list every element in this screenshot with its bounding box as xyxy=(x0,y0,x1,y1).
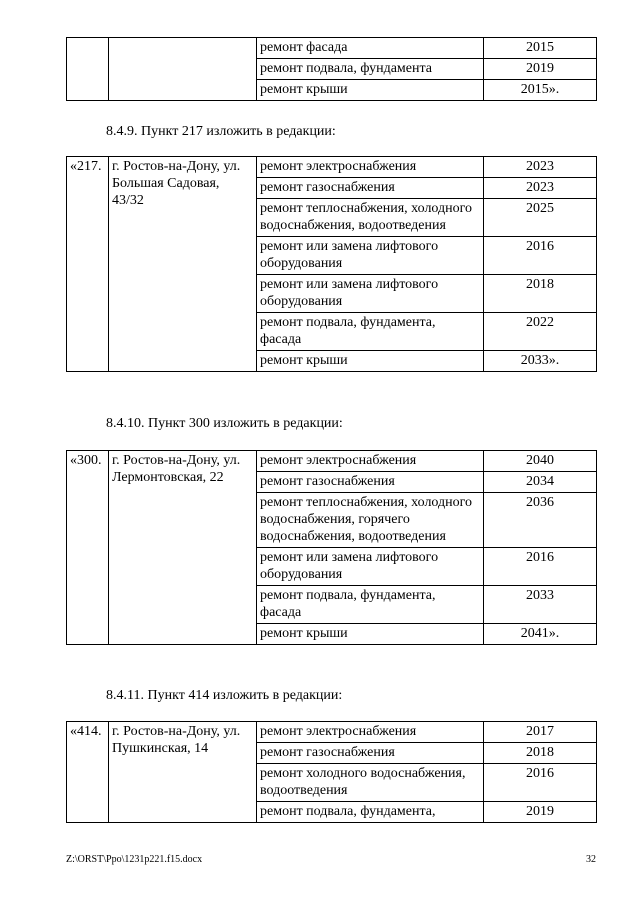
work-cell: ремонт электроснабжения xyxy=(257,722,484,743)
number-cell xyxy=(67,38,109,101)
work-cell: ремонт или замена лифтового оборудования xyxy=(257,275,484,313)
year-cell: 2019 xyxy=(484,802,597,823)
work-cell: ремонт электроснабжения xyxy=(257,451,484,472)
number-cell: «217. xyxy=(67,157,109,372)
section-heading: 8.4.10. Пункт 300 изложить в редакции: xyxy=(106,416,343,431)
work-cell: ремонт теплоснабжения, холодного водоснабжения, горячего водоснабжения, водоотведения xyxy=(257,493,484,548)
year-cell: 2015 xyxy=(484,38,597,59)
work-cell: ремонт подвала, фундамента, фасада xyxy=(257,586,484,624)
year-cell: 2016 xyxy=(484,237,597,275)
year-cell: 2017 xyxy=(484,722,597,743)
number-cell: «414. xyxy=(67,722,109,823)
year-cell: 2033». xyxy=(484,351,597,372)
work-cell: ремонт крыши xyxy=(257,624,484,645)
work-cell: ремонт фасада xyxy=(257,38,484,59)
work-cell: ремонт крыши xyxy=(257,80,484,101)
work-cell: ремонт подвала, фундамента xyxy=(257,59,484,80)
year-cell: 2022 xyxy=(484,313,597,351)
year-cell: 2018 xyxy=(484,275,597,313)
year-cell: 2040 xyxy=(484,451,597,472)
work-cell: ремонт электроснабжения xyxy=(257,157,484,178)
work-cell: ремонт газоснабжения xyxy=(257,472,484,493)
address-cell: г. Ростов-на-Дону, ул. Большая Садовая, 43/32 xyxy=(109,157,257,372)
section-heading: 8.4.11. Пункт 414 изложить в редакции: xyxy=(106,688,343,703)
table-row xyxy=(67,157,597,178)
work-cell: ремонт газоснабжения xyxy=(257,178,484,199)
table-row xyxy=(67,38,597,59)
table-item-217 xyxy=(66,156,597,372)
address-cell: г. Ростов-на-Дону, ул. Пушкинская, 14 xyxy=(109,722,257,823)
year-cell: 2023 xyxy=(484,178,597,199)
number-cell: «300. xyxy=(67,451,109,645)
year-cell: 2016 xyxy=(484,764,597,802)
table-item-300 xyxy=(66,450,597,645)
table-item-414 xyxy=(66,721,597,823)
work-cell: ремонт теплоснабжения, холодного водоснабжения, водоотведения xyxy=(257,199,484,237)
work-cell: ремонт крыши xyxy=(257,351,484,372)
work-cell: ремонт или замена лифтового оборудования xyxy=(257,237,484,275)
page-number: 32 xyxy=(586,854,596,865)
section-heading: 8.4.9. Пункт 217 изложить в редакции: xyxy=(106,124,336,139)
year-cell: 2025 xyxy=(484,199,597,237)
footer-file-path: Z:\ORST\Ppo\1231p221.f15.docx xyxy=(66,854,203,865)
work-cell: ремонт подвала, фундамента, xyxy=(257,802,484,823)
year-cell: 2016 xyxy=(484,548,597,586)
work-cell: ремонт холодного водоснабжения, водоотведения xyxy=(257,764,484,802)
year-cell: 2023 xyxy=(484,157,597,178)
table-row xyxy=(67,722,597,743)
table-row xyxy=(67,451,597,472)
work-cell: ремонт или замена лифтового оборудования xyxy=(257,548,484,586)
address-cell xyxy=(109,38,257,101)
work-cell: ремонт подвала, фундамента, фасада xyxy=(257,313,484,351)
work-cell: ремонт газоснабжения xyxy=(257,743,484,764)
year-cell: 2033 xyxy=(484,586,597,624)
year-cell: 2036 xyxy=(484,493,597,548)
year-cell: 2041». xyxy=(484,624,597,645)
year-cell: 2019 xyxy=(484,59,597,80)
year-cell: 2018 xyxy=(484,743,597,764)
year-cell: 2034 xyxy=(484,472,597,493)
year-cell: 2015». xyxy=(484,80,597,101)
address-cell: г. Ростов-на-Дону, ул. Лермонтовская, 22 xyxy=(109,451,257,645)
table-continuation xyxy=(66,37,597,101)
